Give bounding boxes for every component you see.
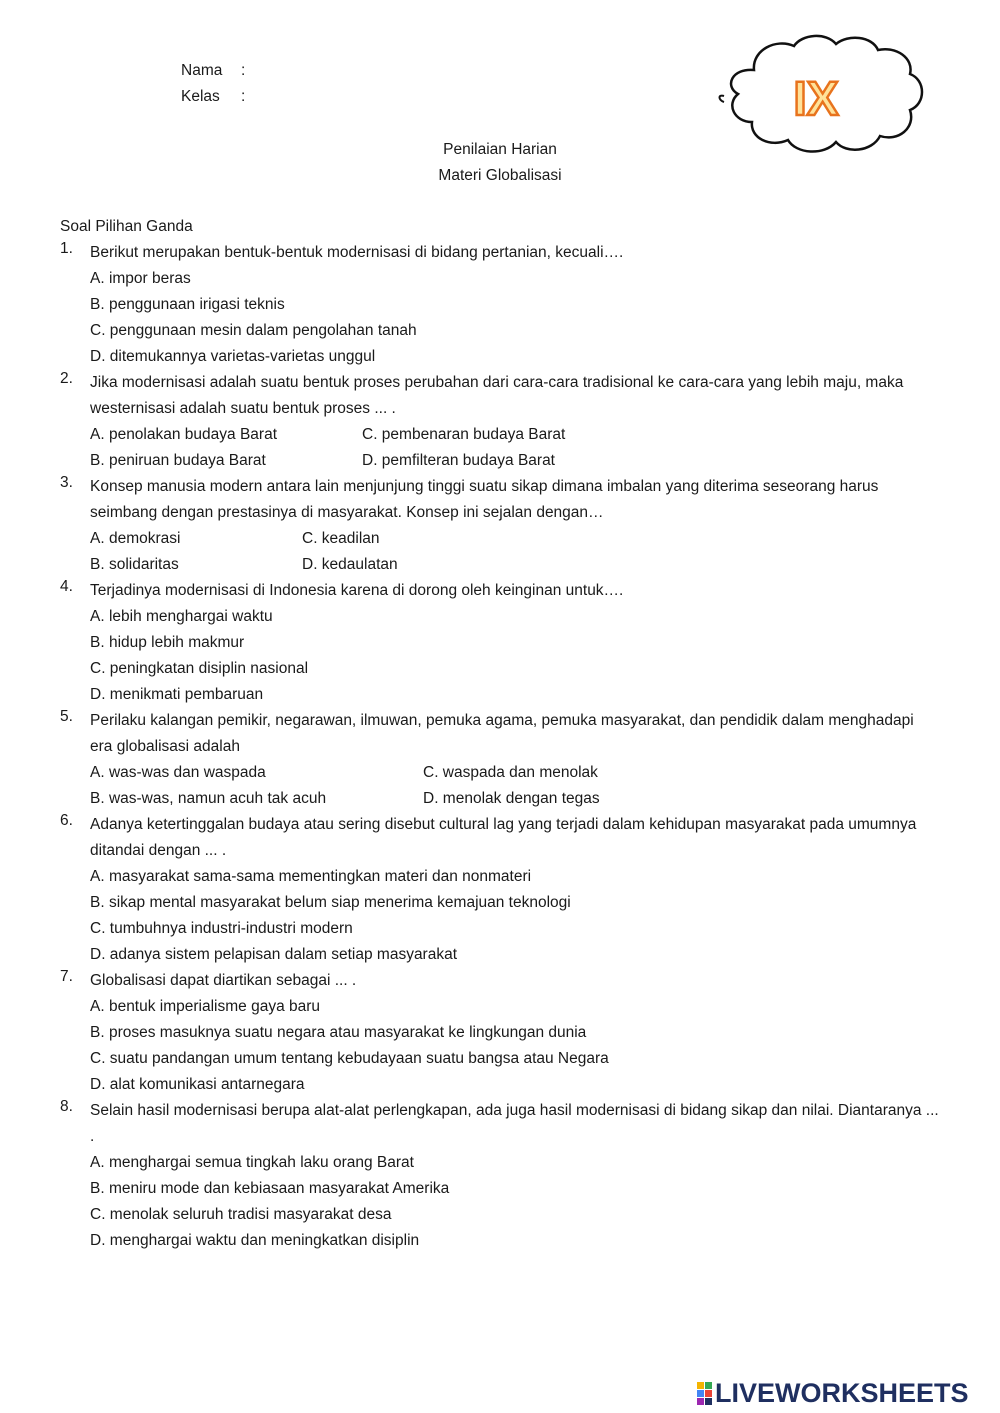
logo-squares-icon <box>697 1382 712 1405</box>
class-field-row <box>181 84 245 110</box>
option-c[interactable]: C. penggunaan mesin dalam pengolahan tanah <box>90 322 417 339</box>
option-d[interactable]: D. alat komunikasi antarnegara <box>90 1076 305 1093</box>
logo-square <box>697 1398 704 1405</box>
option-d[interactable]: D. kedaulatan <box>302 556 398 573</box>
options-2 <box>60 422 940 474</box>
option-b[interactable]: B. solidaritas <box>90 556 179 573</box>
options-3 <box>60 526 940 578</box>
option-d[interactable]: D. pemfilteran budaya Barat <box>362 452 555 469</box>
class-label: Kelas <box>181 88 220 105</box>
logo-square <box>705 1390 712 1397</box>
name-label: Nama <box>181 62 223 79</box>
option-a[interactable]: A. was-was dan waspada <box>90 764 266 781</box>
option-c[interactable]: C. tumbuhnya industri-industri modern <box>90 920 353 937</box>
option-d[interactable]: D. ditemukannya varietas-varietas unggul <box>90 348 376 365</box>
option-a[interactable]: A. penolakan budaya Barat <box>90 426 277 443</box>
options-8 <box>60 1150 940 1254</box>
question-text: Adanya ketertinggalan budaya atau sering disebut cultural lag yang terjadi dalam kehidupan masyarakat pada umumnya ditandai dengan ... . <box>90 816 917 859</box>
grade-badge-text: IX <box>793 73 839 126</box>
option-d[interactable]: D. adanya sistem pelapisan dalam setiap masyarakat <box>90 946 458 963</box>
class-colon: : <box>241 88 246 105</box>
option-d[interactable]: D. menikmati pembaruan <box>90 686 264 703</box>
logo-square <box>697 1390 704 1397</box>
question-6 <box>60 812 940 864</box>
question-2 <box>60 370 940 422</box>
question-number: 3. <box>60 474 73 491</box>
question-number: 2. <box>60 370 73 387</box>
section-title: Soal Pilihan Ganda <box>60 218 193 235</box>
option-a[interactable]: A. masyarakat sama-sama mementingkan materi dan nonmateri <box>90 868 532 885</box>
option-a[interactable]: A. menghargai semua tingkah laku orang Barat <box>90 1154 414 1171</box>
option-b[interactable]: B. meniru mode dan kebiasaan masyarakat Amerika <box>90 1180 450 1197</box>
options-6 <box>60 864 940 968</box>
logo-square <box>705 1398 712 1405</box>
options-4 <box>60 604 940 708</box>
question-number: 7. <box>60 968 73 985</box>
options-7 <box>60 994 940 1098</box>
option-c[interactable]: C. pembenaran budaya Barat <box>362 426 566 443</box>
question-number: 6. <box>60 812 73 829</box>
option-a[interactable]: A. lebih menghargai waktu <box>90 608 273 625</box>
question-7 <box>60 968 940 994</box>
question-text: Konsep manusia modern antara lain menjunjung tinggi suatu sikap dimana imbalan yang diterima seseorang harus seimbang dengan prestasinya di masyarakat. Konsep ini sejalan dengan… <box>90 478 879 521</box>
question-4 <box>60 578 940 604</box>
question-text: Selain hasil modernisasi berupa alat-alat perlengkapan, ada juga hasil modernisasi di bidang sikap dan nilai. Diantaranya ... . <box>90 1102 939 1145</box>
question-list <box>60 214 940 1254</box>
question-8 <box>60 1098 940 1150</box>
option-b[interactable]: B. hidup lebih makmur <box>90 634 245 651</box>
option-b[interactable]: B. peniruan budaya Barat <box>90 452 266 469</box>
option-b[interactable]: B. sikap mental masyarakat belum siap menerima kemajuan teknologi <box>90 894 571 911</box>
name-colon: : <box>241 62 246 79</box>
page-title: Penilaian Harian <box>443 141 557 158</box>
option-a[interactable]: A. bentuk imperialisme gaya baru <box>90 998 321 1015</box>
option-d[interactable]: D. menolak dengan tegas <box>423 790 600 807</box>
question-text: Terjadinya modernisasi di Indonesia karena di dorong oleh keinginan untuk…. <box>90 582 624 599</box>
options-1 <box>60 266 940 370</box>
liveworksheets-logo[interactable] <box>697 1378 969 1408</box>
option-b[interactable]: B. was-was, namun acuh tak acuh <box>90 790 327 807</box>
option-a[interactable]: A. demokrasi <box>90 530 181 547</box>
options-5 <box>60 760 940 812</box>
question-1 <box>60 240 940 266</box>
cloud-tail <box>720 96 725 102</box>
option-d[interactable]: D. menghargai waktu dan meningkatkan disiplin <box>90 1232 420 1249</box>
option-b[interactable]: B. penggunaan irigasi teknis <box>90 296 285 313</box>
option-a[interactable]: A. impor beras <box>90 270 191 287</box>
question-text: Berikut merupakan bentuk-bentuk modernisasi di bidang pertanian, kecuali…. <box>90 244 624 261</box>
question-3 <box>60 474 940 526</box>
question-text: Perilaku kalangan pemikir, negarawan, ilmuwan, pemuka agama, pemuka masyarakat, dan pendidik dalam menghadapi era globalisasi adalah <box>90 712 914 755</box>
option-b[interactable]: B. proses masuknya suatu negara atau masyarakat ke lingkungan dunia <box>90 1024 587 1041</box>
question-number: 1. <box>60 240 73 257</box>
question-number: 4. <box>60 578 73 595</box>
logo-square <box>697 1382 704 1389</box>
question-number: 8. <box>60 1098 73 1115</box>
question-text: Globalisasi dapat diartikan sebagai ... . <box>90 972 357 989</box>
option-c[interactable]: C. waspada dan menolak <box>423 764 598 781</box>
option-c[interactable]: C. menolak seluruh tradisi masyarakat desa <box>90 1206 392 1223</box>
logo-square <box>705 1382 712 1389</box>
name-field-row <box>181 58 245 84</box>
option-c[interactable]: C. suatu pandangan umum tentang kebudayaan suatu bangsa atau Negara <box>90 1050 609 1067</box>
option-c[interactable]: C. peningkatan disiplin nasional <box>90 660 309 677</box>
question-5 <box>60 708 940 760</box>
question-text: Jika modernisasi adalah suatu bentuk proses perubahan dari cara-cara tradisional ke cara-cara yang lebih maju, maka westernisasi adalah suatu bentuk proses ... . <box>90 374 904 417</box>
logo-text: LIVEWORKSHEETS <box>715 1377 969 1408</box>
page-subtitle: Materi Globalisasi <box>438 167 562 184</box>
question-number: 5. <box>60 708 73 725</box>
option-c[interactable]: C. keadilan <box>302 530 380 547</box>
